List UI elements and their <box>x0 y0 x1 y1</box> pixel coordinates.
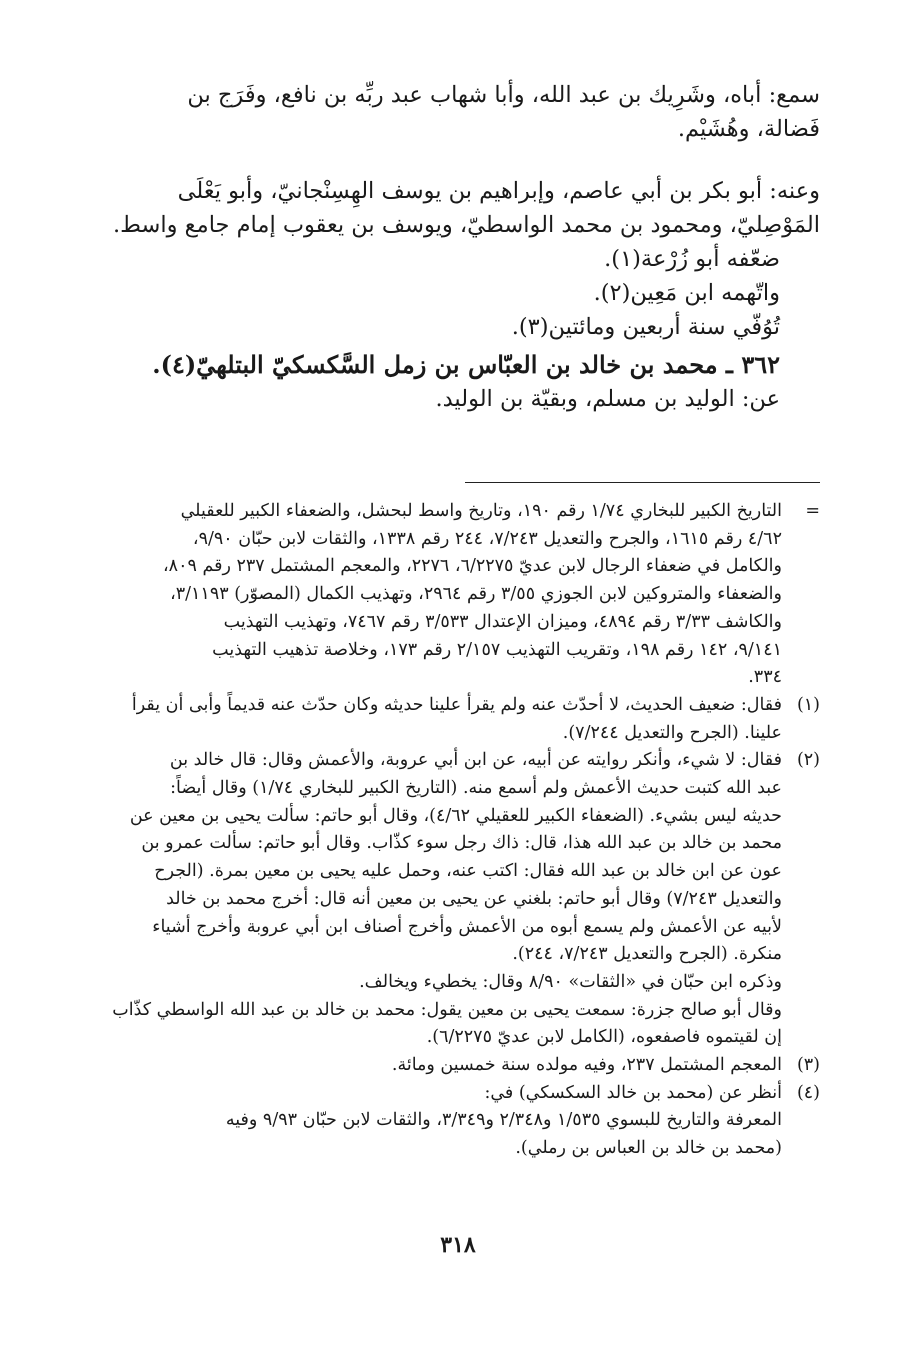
footnote-line: المعرفة والتاريخ للبسوي ١/٥٣٥ و٢/٣٤٨ و٣/٣٤٩، والثقات لابن حبّان ٩/٩٣ وفيه <box>225 1110 782 1131</box>
footnote-line: والكاشف ٣/٣٣ رقم ٤٨٩٤، وميزان الإعتدال ٣/٥٣٣ رقم ٧٤٦٧، وتهذيب التهذيب <box>223 611 782 632</box>
footnote-marker: (١) <box>796 694 820 715</box>
footnote-line: التاريخ الكبير للبخاري ١/٧٤ رقم ١٩٠، وتاريخ واسط لبحشل، والضعفاء الكبير للعقيلي <box>180 501 782 521</box>
footnote-line: والضعفاء والمتروكين لابن الجوزي ٣/٥٥ رقم ٢٩٦٤، وتهذيب الكمال (المصوّر) ٣/١١٩٣، <box>170 584 782 605</box>
footnote-line: (محمد بن خالد بن العباس بن رملي). <box>515 1138 782 1159</box>
footnote-line: ٣٣٤. <box>748 667 782 688</box>
text-line: فَضالة، وهُشَيْم. <box>677 116 820 142</box>
footnote-line: عبد الله كتبت حديث الأعمش ولم أسمع منه. (التاريخ الكبير للبخاري ١/٧٤) وقال أيضاً: <box>170 778 782 799</box>
footnote-line: حديثه ليس بشيء. (الضعفاء الكبير للعقيلي ٤/٦٢)، وقال أبو حاتم: سألت يحيى بن معين عن <box>129 805 782 826</box>
footnote-marker: (٢) <box>796 750 820 771</box>
main-text <box>96 78 820 416</box>
footnote-text <box>96 498 782 692</box>
footnote-4 <box>96 1080 820 1108</box>
footnote-text <box>96 1052 782 1080</box>
footnote-line: لأبيه عن الأعمش ولم يسمع أبوه من الأعمش وأخرج أصناف ابن أبي عروبة وأخرج أشياء <box>152 916 782 937</box>
footnote-1 <box>96 692 820 747</box>
footnote-line: منكرة. (الجرح والتعديل ٧/٢٤٣، ٢٤٤). <box>512 944 782 965</box>
para-narrated-by <box>96 174 820 242</box>
line-death: تُوُفّي سنة أربعين ومائتين(٣). <box>511 314 780 340</box>
footnote-line: ٩/١٤١، ١٤٢ رقم ١٩٨، وتقريب التهذيب ٢/١٥٧ رقم ١٧٣، وخلاصة تذهيب التهذيب <box>212 639 782 660</box>
text-line: وعنه: أبو بكر بن أبي عاصم، وإبراهيم بن يوسف الهِسِنْجانيّ، وأبو يَعْلَى <box>177 178 820 204</box>
footnote-divider <box>465 482 820 483</box>
entry-from: عن: الوليد بن مسلم، وبقيّة بن الوليد. <box>435 386 780 412</box>
footnote-continued <box>96 498 820 692</box>
footnote-line: والتعديل ٧/٢٤٣) وقال أبو حاتم: بلغني عن يحيى بن معين أنه قال: أخرج محمد بن خالد <box>166 888 782 909</box>
line-weakened: ضعّفه أبو زُرْعة(١). <box>604 246 780 272</box>
footnote-marker: = <box>805 501 820 521</box>
page-number: ٣١٨ <box>440 1232 476 1258</box>
footnote-line: والكامل في ضعفاء الرجال لابن عديّ ٦/٢٢٧٥، ٢٢٧٦، والمعجم المشتمل ٢٣٧ رقم ٨٠٩، <box>163 556 782 577</box>
entry-heading-362: ٣٦٢ ـ محمد بن خالد بن العبّاس بن زمل السَّكسكيّ البتلهيّ(٤). <box>152 350 780 379</box>
para-heard-from <box>96 78 820 146</box>
footnote-2 <box>96 747 820 969</box>
footnote-text <box>96 692 782 747</box>
footnote-line: ٤/٦٢ رقم ١٦١٥، والجرح والتعديل ٧/٢٤٣، ٢٤٤ رقم ١٣٣٨، والثقات لابن حبّان ٩/٩٠، <box>192 528 782 549</box>
footnote-text <box>96 1080 782 1108</box>
footnote-line: إن لقيتموه فاصفعوه، (الكامل لابن عديّ ٦/٢٢٧٥). <box>426 1027 782 1048</box>
text-line: المَوْصِليّ، ومحمود بن محمد الواسطيّ، ويوسف بن يعقوب إمام جامع واسط. <box>113 212 820 238</box>
footnote-line: أنظر عن (محمد بن خالد السكسكي) في: <box>484 1082 782 1103</box>
footnote-marker: (٣) <box>796 1055 820 1076</box>
footnote-text <box>96 747 782 969</box>
footnote-marker: (٤) <box>796 1082 820 1103</box>
footnote-line: عون عن ابن خالد بن عبد الله فقال: اكتب عنه، وحمل عليه يحيى بن معين بمرة. (الجرح <box>154 861 782 882</box>
footnote-line: المعجم المشتمل ٢٣٧، وفيه مولده سنة خمسين ومائة. <box>391 1055 782 1076</box>
text-line: سمع: أباه، وشَرِيك بن عبد الله، وأبا شهاب عبد ربِّه بن نافع، وفَرَج بن <box>187 82 820 108</box>
footnote-line: وقال أبو صالح جزرة: سمعت يحيى بن معين يقول: محمد بن خالد بن عبد الله الواسطي كذّاب <box>112 999 782 1020</box>
footnote-line: محمد بن خالد بن عبد الله هذا، قال: ذاك رجل سوء كذّاب. وقال أبو حاتم: سألت عمرو بن <box>141 833 782 854</box>
footnote-line: فقال: لا شيء، وأنكر روايته عن أبيه، عن ابن أبي عروبة، والأعمش وقال: قال خالد بن <box>169 750 782 771</box>
footnote-3 <box>96 1052 820 1080</box>
line-accused: واتّهمه ابن مَعِين(٢). <box>593 280 780 306</box>
footnote-line: فقال: ضعيف الحديث، لا أحدّث عنه ولم يقرأ علينا حديثه وكان حدّث عنه قديماً وأبى أن يقرأ <box>131 694 782 715</box>
footnote-line: علينا. (الجرح والتعديل ٧/٢٤٤). <box>562 722 782 743</box>
footnote-line: وذكره ابن حبّان في «الثقات» ٨/٩٠ وقال: يخطيء ويخالف. <box>359 971 782 992</box>
footnotes <box>96 498 820 1163</box>
